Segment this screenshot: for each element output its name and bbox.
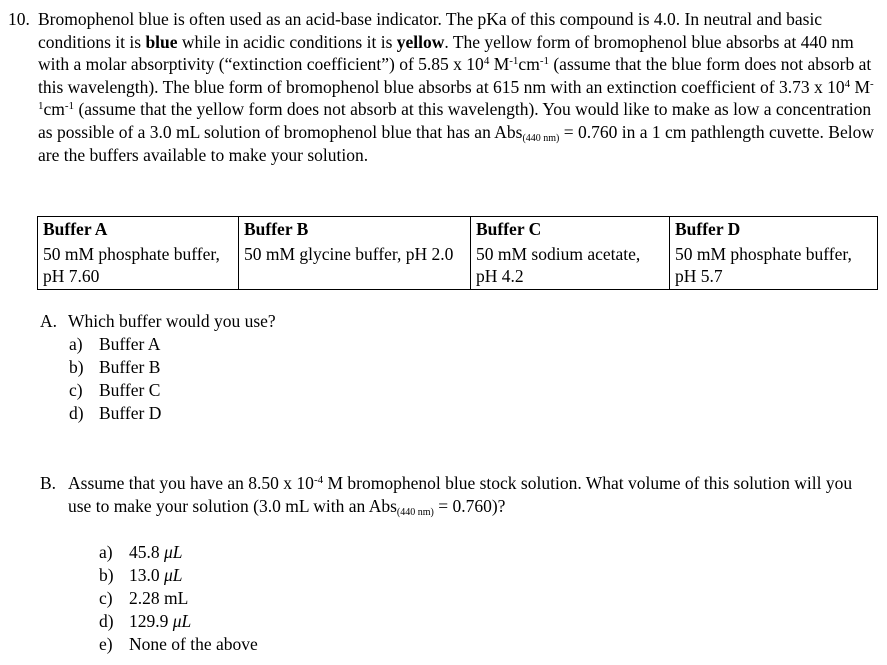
option-text: 45.8 xyxy=(129,542,164,562)
option-unit: μL xyxy=(172,611,192,631)
option-item[interactable] xyxy=(69,333,161,356)
option-text: Buffer A xyxy=(99,334,161,354)
buffer-desc: 50 mM phosphate buffer, pH 7.60 xyxy=(38,242,239,290)
buffer-name: Buffer A xyxy=(38,217,239,243)
option-item[interactable] xyxy=(69,379,161,402)
part-a-options xyxy=(69,333,161,425)
option-letter: d) xyxy=(69,403,84,423)
buffer-name: Buffer D xyxy=(670,217,878,243)
buffer-name: Buffer B xyxy=(239,217,471,243)
option-letter: b) xyxy=(69,357,84,377)
question-number: 10. xyxy=(8,9,30,29)
buffer-name: Buffer C xyxy=(471,217,670,243)
part-a-label: A. xyxy=(40,311,58,331)
part-b-options xyxy=(99,541,258,656)
option-text: None of the above xyxy=(129,634,258,654)
option-letter: e) xyxy=(99,634,113,654)
option-letter: a) xyxy=(69,334,83,354)
buffer-table-row xyxy=(38,242,878,290)
option-text: Buffer C xyxy=(99,380,161,400)
option-item[interactable] xyxy=(99,610,258,633)
buffer-table xyxy=(37,216,878,290)
option-text: Buffer B xyxy=(99,357,161,377)
option-letter: d) xyxy=(99,611,114,631)
option-item[interactable] xyxy=(99,564,258,587)
option-text: 13.0 xyxy=(129,565,164,585)
option-text: Buffer D xyxy=(99,403,162,423)
option-item[interactable] xyxy=(99,587,258,610)
option-letter: b) xyxy=(99,565,114,585)
option-item[interactable] xyxy=(99,541,258,564)
option-unit: μL xyxy=(164,565,183,585)
option-letter: c) xyxy=(69,380,83,400)
part-b-text: Assume that you have an 8.50 x $10^{-4}$ M bromophenol blue stock solution. What volume of this solution will you use to make your solution (3.0 mL with an Abs$_{(440 nm)}$ = 0.760)? xyxy=(68,473,853,518)
option-unit: μL xyxy=(164,542,183,562)
part-b-label: B. xyxy=(40,473,57,493)
question-10 xyxy=(8,8,880,166)
option-item[interactable] xyxy=(69,402,161,425)
part-a-question xyxy=(40,310,276,333)
blue-word: blue xyxy=(145,31,178,52)
option-item[interactable] xyxy=(99,633,258,656)
part-a-text: Which buffer would you use? xyxy=(68,311,276,331)
option-text: 2.28 mL xyxy=(129,588,189,608)
buffer-desc: 50 mM phosphate buffer, pH 5.7 xyxy=(670,242,878,290)
option-letter: c) xyxy=(99,588,113,608)
buffer-desc: 50 mM glycine buffer, pH 2.0 xyxy=(239,242,471,290)
buffer-table-header xyxy=(38,217,878,243)
option-item[interactable] xyxy=(69,356,161,379)
option-letter: a) xyxy=(99,542,113,562)
option-text: 129.9 xyxy=(129,611,173,631)
part-b-question xyxy=(40,472,870,517)
buffer-desc: 50 mM sodium acetate, pH 4.2 xyxy=(471,242,670,290)
question-text: 10. Bromophenol blue is often used as an acid-base indicator. The pKa of this compound is 4.0. In neutral and basic conditions it is blue while in acidic conditions it is yellow. The yellow form of bromophenol blue absorbs at 440 nm with a molar absorptivity (“extinction coefficient”) of 5.85 x $10^4$ $M^{-1}cm^{-1}$ (assume that the blue form does not absorb at this wavelength). The blue form of bromophenol blue absorbs at 615 nm with an extinction coefficient of 3.73 x $10^4$ $M^{-1}cm^{-1}$ (assume that the yellow form does not absorb at this wavelength). You would like to make as low a concentration as possible of a 3.0 mL solution of bromophenol blue that has an Abs$_{(440 nm)}$ = 0.760 in a 1 cm pathlength cuvette. Below are the buffers available to make your solution. xyxy=(8,9,874,165)
yellow-word: yellow xyxy=(396,31,445,52)
